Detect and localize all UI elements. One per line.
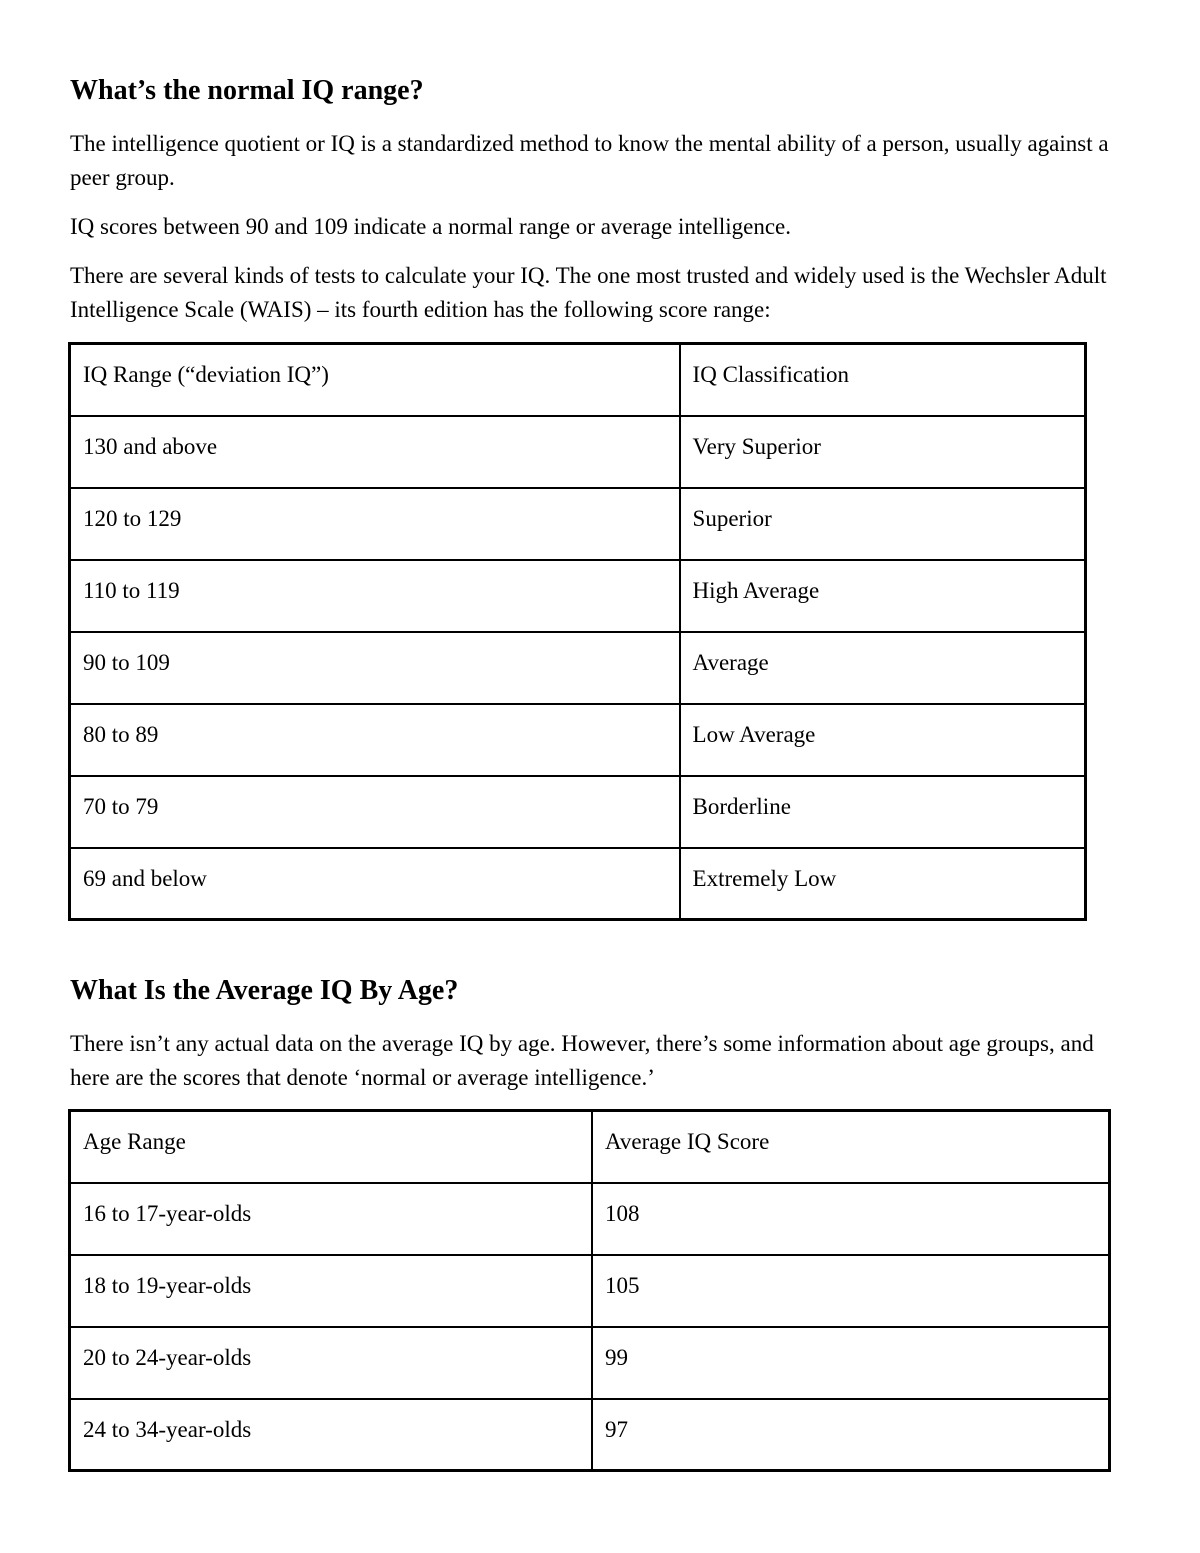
table-cell: 130 and above [70, 416, 680, 488]
table-cell: 69 and below [70, 848, 680, 920]
table-cell: Age Range [70, 1111, 592, 1183]
table-row [70, 704, 1086, 776]
table-row [70, 1399, 1110, 1471]
table-row [70, 632, 1086, 704]
table-row [70, 1183, 1110, 1255]
table-cell: 20 to 24-year-olds [70, 1327, 592, 1399]
table-row [70, 1255, 1110, 1327]
table-row [70, 560, 1086, 632]
paragraph-normal-range: IQ scores between 90 and 109 indicate a normal range or average intelligence. [70, 214, 791, 239]
iq-classification-table [68, 342, 1087, 921]
table-cell: High Average [680, 560, 1086, 632]
table-cell: 80 to 89 [70, 704, 680, 776]
table-cell: Extremely Low [680, 848, 1086, 920]
table-cell: 99 [592, 1327, 1110, 1399]
table-header-row [70, 1111, 1110, 1183]
table-cell: Borderline [680, 776, 1086, 848]
table-header-row [70, 344, 1086, 416]
table-row [70, 1327, 1110, 1399]
table-cell: Low Average [680, 704, 1086, 776]
table-cell: 90 to 109 [70, 632, 680, 704]
table-row [70, 416, 1086, 488]
table-cell: Superior [680, 488, 1086, 560]
section-heading-average-iq-by-age: What Is the Average IQ By Age? [70, 975, 459, 1006]
table-cell: IQ Range (“deviation IQ”) [70, 344, 680, 416]
table-cell: 18 to 19-year-olds [70, 1255, 592, 1327]
table-cell: Very Superior [680, 416, 1086, 488]
paragraph-wais: There are several kinds of tests to calculate your IQ. The one most trusted and widely used is the Wechsler Adult Intelligence Scale (WAIS) – its fourth edition has the following score range: [70, 263, 1107, 322]
table-cell: IQ Classification [680, 344, 1086, 416]
paragraph-age-groups: There isn’t any actual data on the average IQ by age. However, there’s some information about age groups, and here are the scores that denote ‘normal or average intelligence.’ [70, 1031, 1094, 1090]
table-cell: 120 to 129 [70, 488, 680, 560]
table-cell: Average [680, 632, 1086, 704]
table-cell: 108 [592, 1183, 1110, 1255]
table-cell: 97 [592, 1399, 1110, 1471]
table-cell: Average IQ Score [592, 1111, 1110, 1183]
table-row [70, 848, 1086, 920]
paragraph-iq-definition: The intelligence quotient or IQ is a standardized method to know the mental ability of a person, usually against a peer group. [70, 131, 1109, 190]
table-cell: 110 to 119 [70, 560, 680, 632]
table-cell: 24 to 34-year-olds [70, 1399, 592, 1471]
table-cell: 16 to 17-year-olds [70, 1183, 592, 1255]
table-cell: 105 [592, 1255, 1110, 1327]
section-heading-normal-iq-range: What’s the normal IQ range? [70, 75, 424, 106]
table-cell: 70 to 79 [70, 776, 680, 848]
table-row [70, 488, 1086, 560]
average-iq-by-age-table [68, 1109, 1111, 1472]
table-row [70, 776, 1086, 848]
